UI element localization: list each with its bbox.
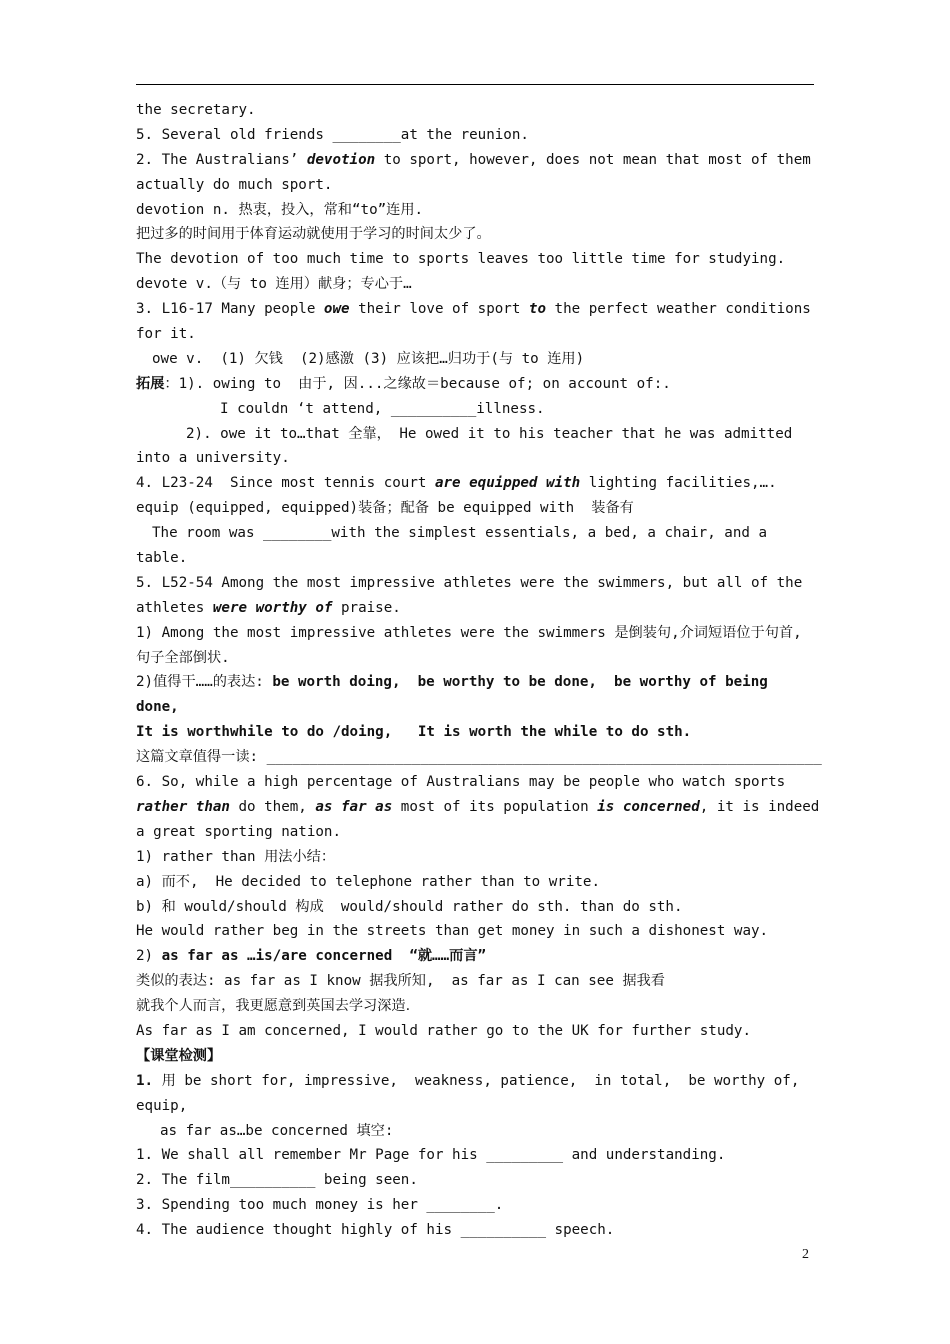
exercise-item: 3. Spending too much money is her ________. [136,1197,504,1214]
text-span: 2. The Australians’ [136,151,307,168]
text-line: owe v. (1) 欠钱 (2)感激 (3) 应该把…归功于(与 to 连用) [152,350,585,367]
text-line: the secretary. [136,102,256,118]
text-line: 5. L52-54 Among the most impressive athletes were the swimmers, but all of the [136,574,803,591]
answer-blank: _________________________________________________________________ [266,749,822,766]
text-line [136,795,826,820]
text-span: athletes [136,599,213,616]
text-line [136,745,826,770]
text-line: devote v.（与 to 连用）献身；专心于… [136,276,412,293]
keyword-owe: owe [323,301,350,318]
bold-expression: be worth doing, be worthy to be done, be worthy of being [272,674,768,691]
text-line [136,596,826,621]
text-line: 1) Among the most impressive athletes were the swimmers 是倒装句,介词短语位于句首, [136,624,802,641]
text-line [136,471,826,496]
text-span: praise. [332,599,401,616]
text-span: 用 be short for, impressive, weakness, patience, in total, be worthy of, [153,1072,800,1089]
text-line [136,372,826,397]
keyword-devotion: devotion [306,151,376,168]
keyword-is-concerned: is concerned [597,798,700,815]
text-span: , it is indeed [699,798,820,815]
text-line: as far as…be concerned 填空: [160,1122,394,1139]
text-line: 句子全部倒状. [136,649,230,666]
text-line: 就我个人而言，我更愿意到英国去学习深造. [136,998,411,1015]
exercise-item: 2. The film__________ being seen. [136,1172,418,1189]
text-line [136,297,826,322]
text-span: 4. L23-24 Since most tennis court [136,475,435,492]
text-span: their love of sport [349,301,529,318]
text-span: 2)值得干……的表达: [136,674,273,691]
text-span: to sport, however, does not mean that most of them [375,151,811,168]
text-line: The room was ________with the simplest essentials, a bed, a chair, and a [152,525,767,542]
keyword-equipped-with: are equipped with [434,475,581,492]
page-content [136,98,826,1243]
exercise-item: 1. We shall all remember Mr Page for his _________ and understanding. [136,1147,726,1164]
keyword-rather-than: rather than [136,798,230,815]
text-line: into a university. [136,450,290,467]
text-line: 把过多的时间用于体育运动就使用于学习的时间太少了。 [136,226,491,243]
extension-label: 拓展 [136,375,165,392]
text-line: 1) rather than 用法小结： [136,848,336,865]
text-line: As far as I am concerned, I would rather go to the UK for further study. [136,1022,751,1039]
text-line: 2). owe it to…that 全靠， He owed it to his teacher that he was admitted [186,425,793,442]
text-line [136,944,826,969]
text-span: ：1). owing to 由于, 因...之缘故＝because of; on account of:. [164,375,671,392]
text-line [136,148,826,173]
text-line [136,670,826,695]
text-line: for it. [136,326,196,343]
text-line: It is worthwhile to do /doing, It is worth the while to do sth. [136,724,692,741]
text-line: done, [136,699,179,716]
text-span: 2) [136,948,162,965]
bold-expression: as far as …is/are concerned “就……而言” [161,948,487,965]
text-span: lighting facilities,…. [580,475,777,492]
text-line: The devotion of too much time to sports leaves too little time for studying. [136,251,786,268]
text-line: 5. Several old friends ________at the reunion. [136,126,529,143]
text-line: b) 和 would/should 构成 would/should rather do sth. than do sth. [136,898,683,915]
text-line: table. [136,550,188,567]
keyword-worthy-of: were worthy of [212,599,333,616]
text-line: I couldn ‘t attend, __________illness. [220,400,545,417]
header-rule [136,84,814,85]
text-line: a) 而不, He decided to telephone rather than to write. [136,873,600,890]
section-heading: 【课堂检测】 [136,1047,222,1064]
text-span: 3. L16-17 Many people [136,301,324,318]
text-line: actually do much sport. [136,176,333,193]
exercise-item: 4. The audience thought highly of his __________ speech. [136,1222,615,1239]
text-span: most of its population [392,798,598,815]
page-number: 2 [802,1247,809,1262]
text-span: the perfect weather conditions [546,301,811,318]
text-line: a great sporting nation. [136,823,341,840]
text-line: 类似的表达: as far as I know 据我所知, as far as I can see 据我看 [136,973,665,990]
text-span: 这篇文章值得一读: [136,749,267,766]
text-span: do them, [229,798,316,815]
keyword-as-far-as: as far as [315,798,393,815]
keyword-to: to [528,301,547,318]
text-line [136,1069,826,1094]
question-number: 1. [136,1072,154,1089]
text-line: devotion n. 热衷，投入，常和“to”连用. [136,201,424,218]
text-line: equip, [136,1097,188,1114]
text-line: He would rather beg in the streets than get money in such a dishonest way. [136,923,769,940]
text-line: 6. So, while a high percentage of Australians may be people who watch sports [136,774,786,791]
text-line: equip (equipped, equipped)装备；配备 be equipped with 装备有 [136,500,634,517]
